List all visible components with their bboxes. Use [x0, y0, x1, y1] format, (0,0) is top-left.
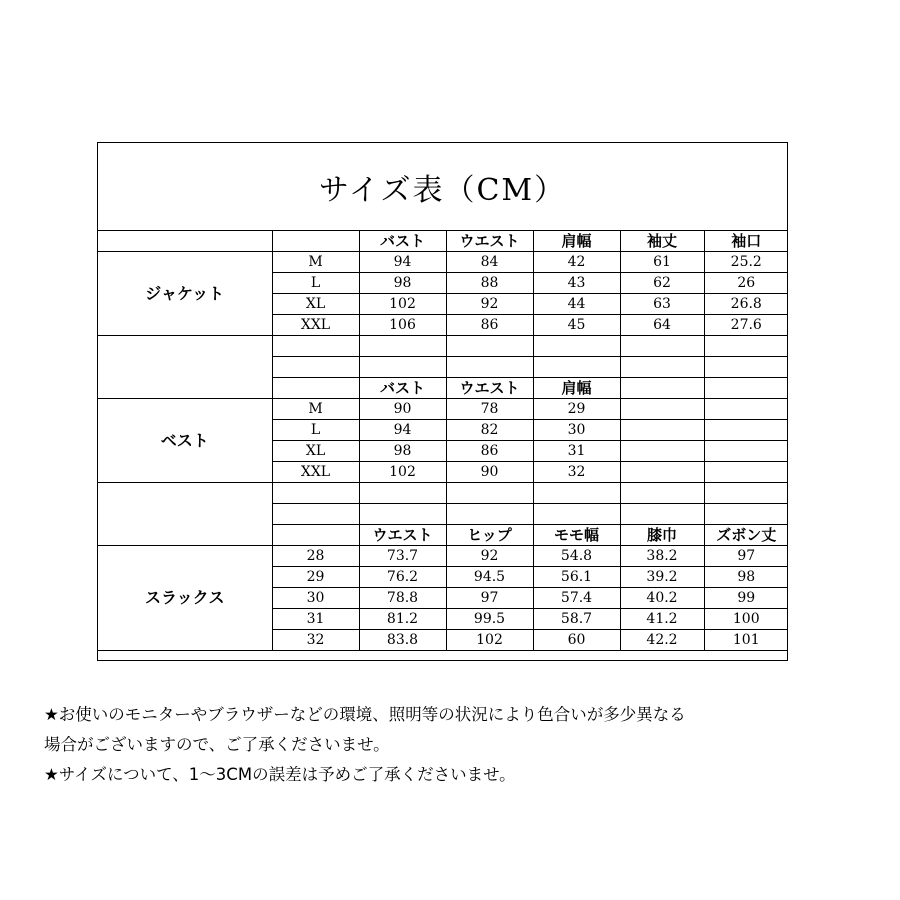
size-cell: M: [272, 252, 359, 273]
size-chart: [97, 142, 788, 661]
size-cell: XL: [272, 441, 359, 462]
value-cell: 26.8: [704, 294, 788, 315]
value-cell: 26: [704, 273, 788, 294]
table-row: [98, 252, 788, 273]
empty-cell: [620, 462, 704, 483]
value-cell: 101: [704, 630, 788, 651]
jacket-header-row: [98, 231, 788, 252]
value-cell: 82: [446, 420, 533, 441]
note-line: ★お使いのモニターやブラウザーなどの環境、照明等の状況により色合いが多少異なる: [44, 705, 686, 724]
empty-cell: [272, 504, 359, 525]
empty-cell: [620, 504, 704, 525]
value-cell: 106: [359, 315, 446, 336]
empty-cell: [272, 525, 359, 546]
value-cell: 31: [533, 441, 620, 462]
value-cell: 102: [446, 630, 533, 651]
empty-cell: [446, 483, 533, 504]
spacer-row: [98, 483, 788, 504]
value-cell: 83.8: [359, 630, 446, 651]
empty-cell: [704, 462, 788, 483]
empty-cell: [620, 441, 704, 462]
empty-cell: [704, 483, 788, 504]
column-header: ズボン丈: [704, 525, 788, 546]
value-cell: 60: [533, 630, 620, 651]
chart-title: サイズ表（CM）: [98, 143, 787, 231]
size-cell: 31: [272, 609, 359, 630]
empty-cell: [704, 378, 788, 399]
size-cell: XXL: [272, 462, 359, 483]
size-cell: XXL: [272, 315, 359, 336]
empty-cell: [272, 357, 359, 378]
value-cell: 54.8: [533, 546, 620, 567]
value-cell: 76.2: [359, 567, 446, 588]
value-cell: 40.2: [620, 588, 704, 609]
value-cell: 92: [446, 294, 533, 315]
empty-cell: [704, 504, 788, 525]
value-cell: 90: [359, 399, 446, 420]
empty-cell: [620, 399, 704, 420]
column-header: 袖口: [704, 231, 788, 252]
empty-cell: [704, 420, 788, 441]
empty-cell: [620, 420, 704, 441]
value-cell: 84: [446, 252, 533, 273]
value-cell: 102: [359, 294, 446, 315]
value-cell: 100: [704, 609, 788, 630]
value-cell: 45: [533, 315, 620, 336]
value-cell: 98: [704, 567, 788, 588]
empty-cell: [704, 441, 788, 462]
value-cell: 62: [620, 273, 704, 294]
empty-cell: [533, 483, 620, 504]
value-cell: 99.5: [446, 609, 533, 630]
value-cell: 32: [533, 462, 620, 483]
empty-cell: [533, 336, 620, 357]
size-cell: M: [272, 399, 359, 420]
value-cell: 94: [359, 420, 446, 441]
value-cell: 73.7: [359, 546, 446, 567]
value-cell: 44: [533, 294, 620, 315]
value-cell: 58.7: [533, 609, 620, 630]
value-cell: 63: [620, 294, 704, 315]
notes: [44, 700, 874, 790]
value-cell: 30: [533, 420, 620, 441]
value-cell: 98: [359, 441, 446, 462]
value-cell: 97: [446, 588, 533, 609]
column-header: バスト: [359, 231, 446, 252]
empty-cell: [272, 378, 359, 399]
value-cell: 56.1: [533, 567, 620, 588]
value-cell: 43: [533, 273, 620, 294]
empty-cell: [98, 231, 272, 252]
category-label-slacks: スラックス: [98, 546, 272, 651]
value-cell: 27.6: [704, 315, 788, 336]
value-cell: 98: [359, 273, 446, 294]
value-cell: 94.5: [446, 567, 533, 588]
column-header: ウエスト: [446, 231, 533, 252]
empty-cell: [272, 336, 359, 357]
value-cell: 94: [359, 252, 446, 273]
table-row: [98, 399, 788, 420]
column-header: モモ幅: [533, 525, 620, 546]
size-cell: L: [272, 273, 359, 294]
empty-cell: [704, 399, 788, 420]
value-cell: 86: [446, 441, 533, 462]
column-header: ウエスト: [359, 525, 446, 546]
empty-cell: [446, 336, 533, 357]
note-line: 場合がございますので、ご了承くださいませ。: [44, 735, 390, 754]
column-header: ヒップ: [446, 525, 533, 546]
value-cell: 39.2: [620, 567, 704, 588]
empty-cell: [704, 336, 788, 357]
size-cell: XL: [272, 294, 359, 315]
empty-cell: [446, 357, 533, 378]
empty-cell: [533, 504, 620, 525]
column-header: バスト: [359, 378, 446, 399]
empty-cell: [359, 483, 446, 504]
table-row: [98, 546, 788, 567]
empty-cell: [359, 336, 446, 357]
empty-cell: [272, 483, 359, 504]
value-cell: 78.8: [359, 588, 446, 609]
empty-cell: [98, 483, 272, 546]
empty-cell: [446, 504, 533, 525]
empty-cell: [620, 378, 704, 399]
column-header: 袖丈: [620, 231, 704, 252]
value-cell: 99: [704, 588, 788, 609]
value-cell: 86: [446, 315, 533, 336]
value-cell: 25.2: [704, 252, 788, 273]
empty-cell: [359, 357, 446, 378]
size-cell: L: [272, 420, 359, 441]
value-cell: 88: [446, 273, 533, 294]
spacer-row: [98, 336, 788, 357]
note-line: ★サイズについて、1～3CMの誤差は予めご了承くださいませ。: [44, 765, 516, 784]
size-table: [98, 231, 788, 651]
category-label-jacket: ジャケット: [98, 252, 272, 336]
value-cell: 42: [533, 252, 620, 273]
empty-cell: [359, 504, 446, 525]
value-cell: 38.2: [620, 546, 704, 567]
column-header: 肩幅: [533, 378, 620, 399]
category-label-vest: ベスト: [98, 399, 272, 483]
column-header: 肩幅: [533, 231, 620, 252]
value-cell: 92: [446, 546, 533, 567]
value-cell: 81.2: [359, 609, 446, 630]
empty-cell: [620, 357, 704, 378]
empty-cell: [620, 483, 704, 504]
value-cell: 61: [620, 252, 704, 273]
value-cell: 57.4: [533, 588, 620, 609]
size-cell: 29: [272, 567, 359, 588]
empty-cell: [704, 357, 788, 378]
value-cell: 41.2: [620, 609, 704, 630]
empty-cell: [272, 231, 359, 252]
empty-cell: [533, 357, 620, 378]
empty-cell: [98, 336, 272, 399]
value-cell: 90: [446, 462, 533, 483]
size-cell: 32: [272, 630, 359, 651]
column-header: 膝巾: [620, 525, 704, 546]
value-cell: 64: [620, 315, 704, 336]
empty-cell: [620, 336, 704, 357]
value-cell: 29: [533, 399, 620, 420]
value-cell: 42.2: [620, 630, 704, 651]
size-cell: 30: [272, 588, 359, 609]
value-cell: 78: [446, 399, 533, 420]
value-cell: 97: [704, 546, 788, 567]
value-cell: 102: [359, 462, 446, 483]
column-header: ウエスト: [446, 378, 533, 399]
size-cell: 28: [272, 546, 359, 567]
